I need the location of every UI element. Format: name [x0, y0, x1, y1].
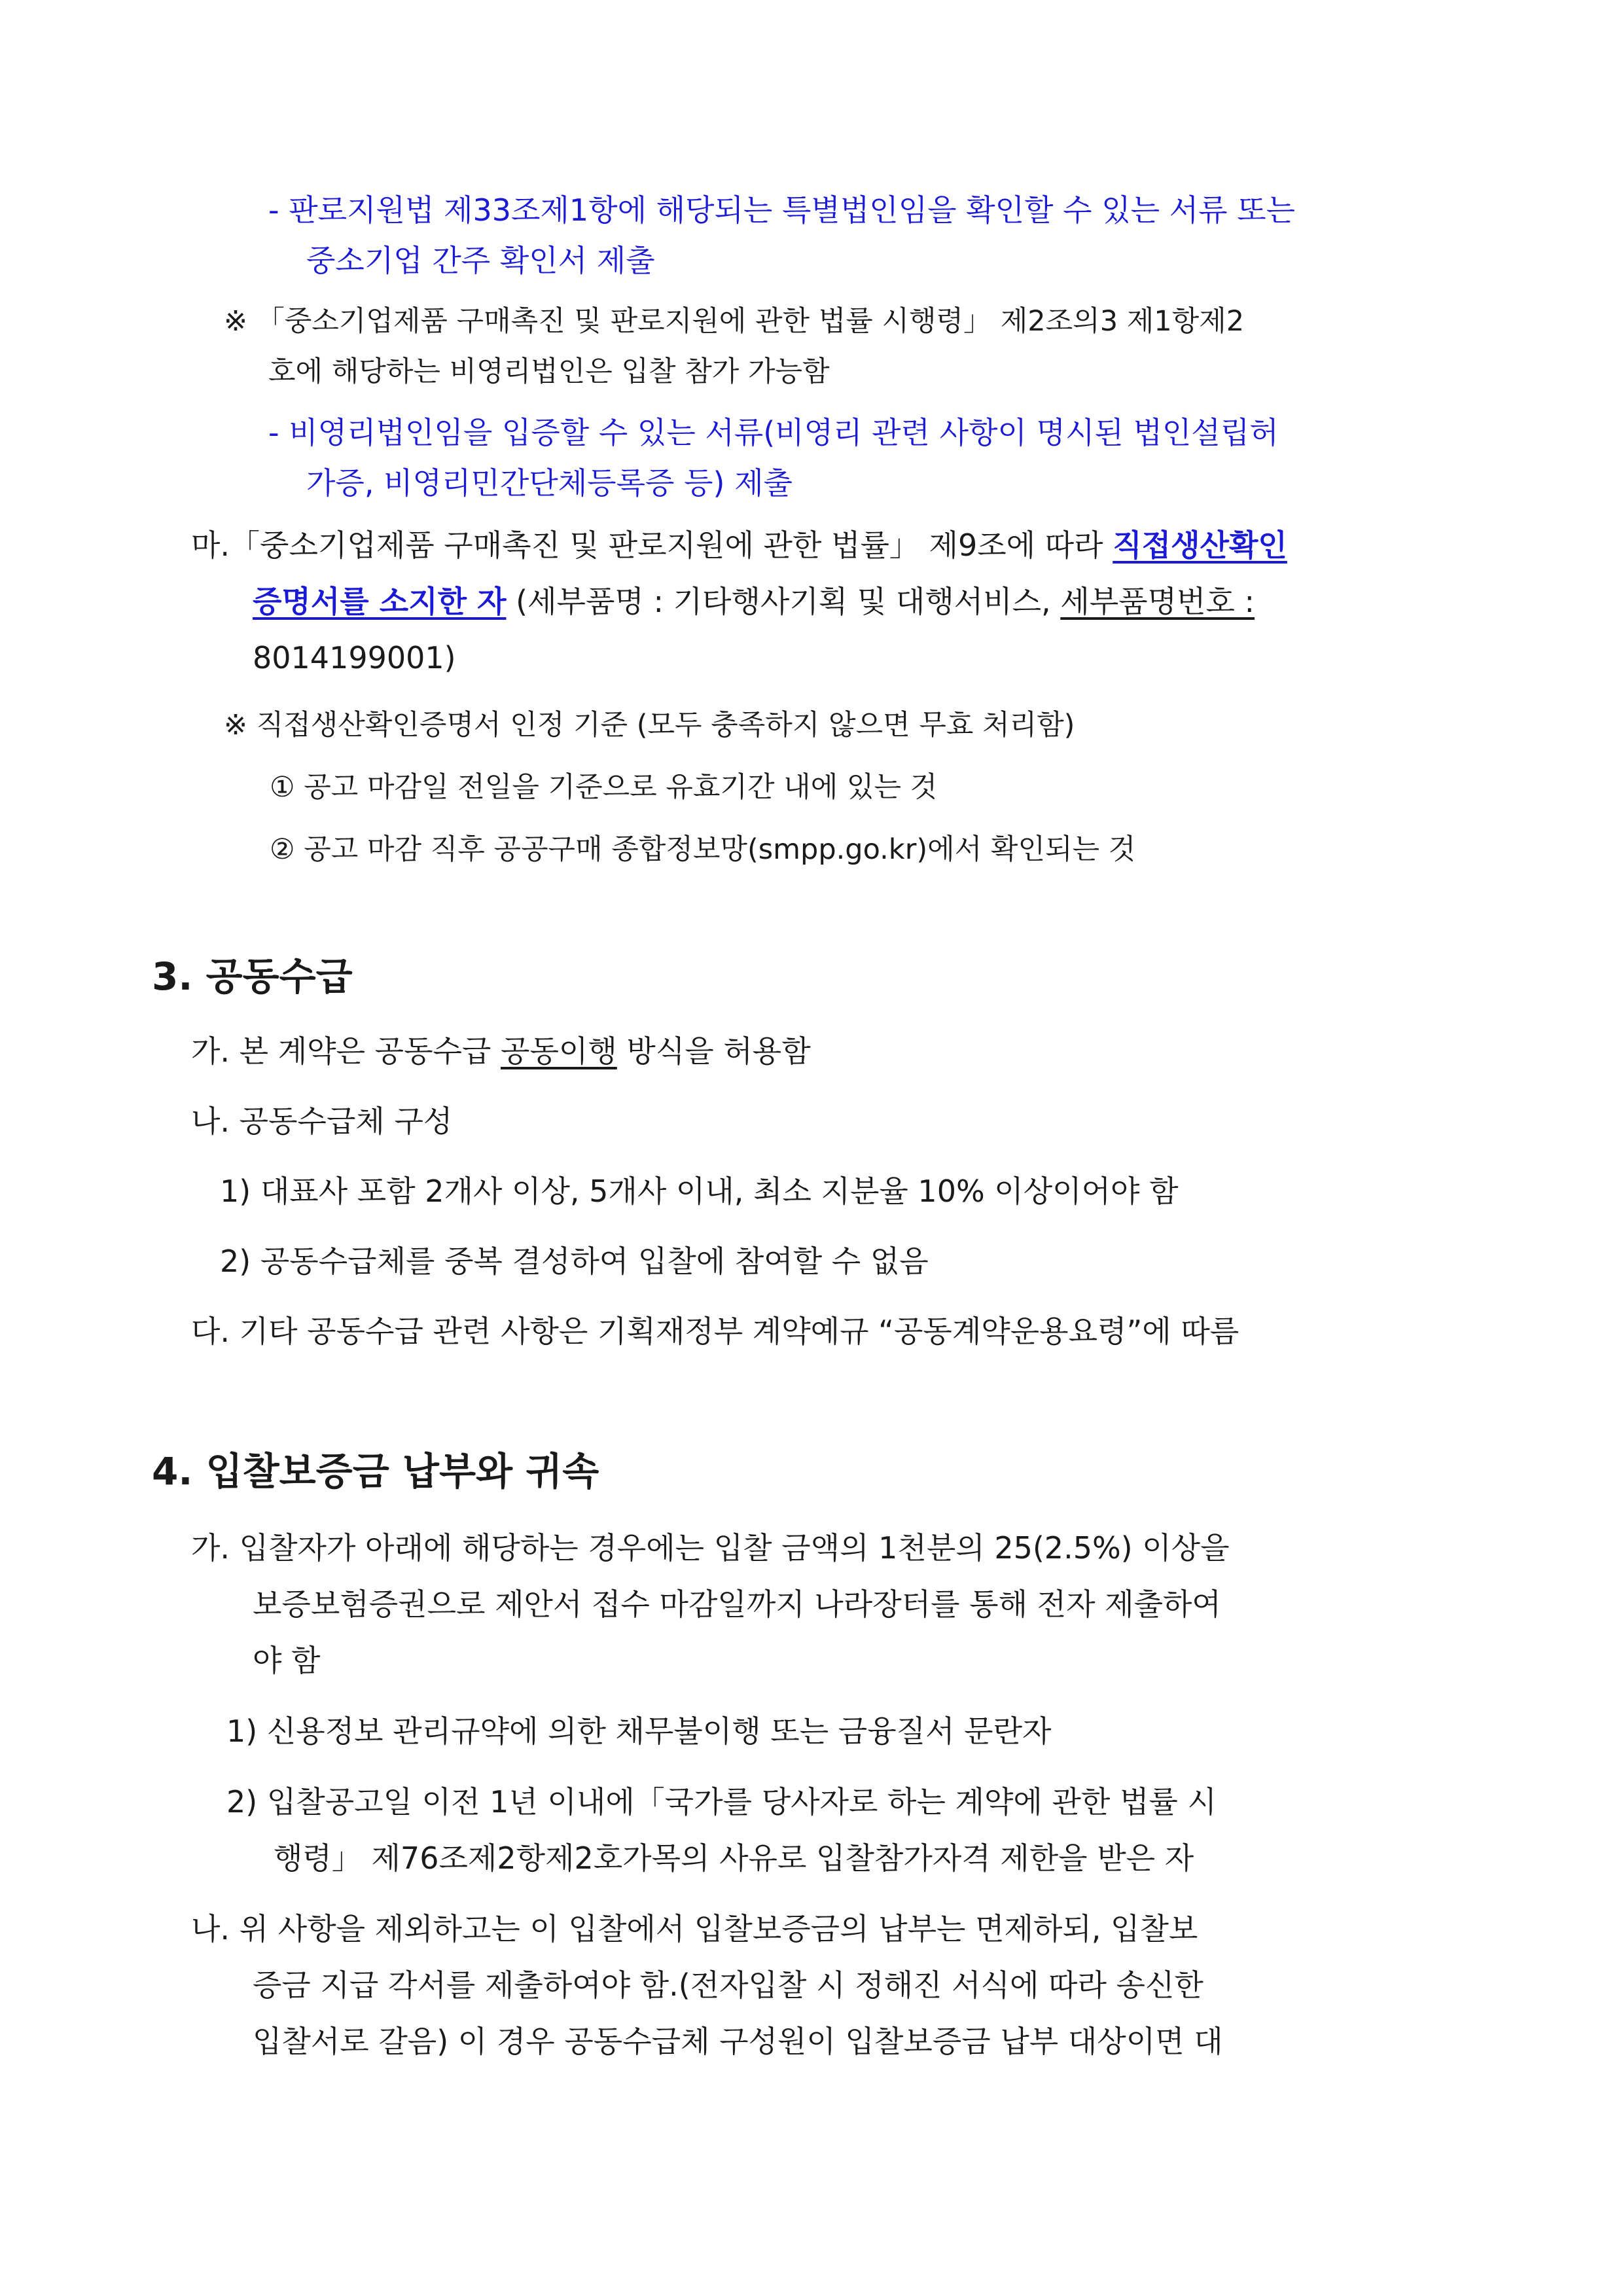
paragraph-text: 마.「중소기업제품 구매촉진 및 판로지원에 관한 법률」 제9조에 따라 — [191, 528, 1113, 563]
paragraph-continuation: 입찰서로 갈음) 이 경우 공동수급체 구성원이 입찰보증금 납부 대상이면 대 — [253, 2024, 1223, 2059]
criteria-item: ① 공고 마감일 전일을 기준으로 유효기간 내에 있는 것 — [270, 771, 938, 804]
numbered-item: 1) 대표사 포함 2개사 이상, 5개사 이내, 최소 지분율 10% 이상이어야 함 — [220, 1174, 1179, 1209]
numbered-item: 2) 입찰공고일 이전 1년 이내에「국가를 당사자로 하는 계약에 관한 법률 시 — [226, 1784, 1217, 1820]
paragraph-continuation: 8014199001) — [253, 640, 456, 675]
section-heading: 3. 공동수급 — [152, 954, 353, 999]
emphasis-text: 직접생산확인 — [1113, 528, 1287, 563]
list-item-text: - 판로지원법 제33조제1항에 해당되는 특별법인임을 확인할 수 있는 서류 또는 — [268, 192, 1296, 228]
note: ※ 「중소기업제품 구매촉진 및 판로지원에 관한 법률 시행령」 제2조의3 제1항제2 — [224, 305, 1245, 338]
numbered-item-continuation: 행령」 제76조제2항제2호가목의 사유로 입찰참가자격 제한을 받은 자 — [274, 1840, 1194, 1876]
underlined-text: 공동이행 — [501, 1033, 617, 1069]
paragraph-continuation: 야 함 — [253, 1643, 321, 1678]
criteria-item: ② 공고 마감 직후 공공구매 종합정보망(smpp.go.kr)에서 확인되는 것 — [270, 833, 1136, 866]
note-continuation: 호에 해당하는 비영리법인은 입찰 참가 가능함 — [268, 355, 830, 388]
paragraph-ma — [191, 524, 1287, 567]
section-heading: 4. 입찰보증금 납부와 귀속 — [152, 1449, 599, 1494]
paragraph-continuation: 보증보험증권으로 제안서 접수 마감일까지 나라장터를 통해 전자 제출하여 — [253, 1587, 1221, 1622]
paragraph-text: (세부품명 : 기타행사기획 및 대행서비스, — [506, 584, 1061, 619]
paragraph-na: 나. 공동수급체 구성 — [191, 1103, 453, 1139]
paragraph-text: 가. 본 계약은 공동수급 — [191, 1033, 501, 1069]
underlined-text: 세부품명번호 : — [1060, 584, 1255, 619]
list-item — [268, 188, 1466, 232]
list-item: - 비영리법인임을 입증할 수 있는 서류(비영리 관련 사항이 명시된 법인설립허 — [268, 415, 1279, 450]
paragraph-continuation: 증금 지급 각서를 제출하여야 함.(전자입찰 시 정해진 서식에 따라 송신한 — [253, 1967, 1204, 2003]
list-item-continuation: 중소기업 간주 확인서 제출 — [306, 243, 655, 278]
numbered-item: 2) 공동수급체를 중복 결성하여 입찰에 참여할 수 없음 — [220, 1244, 929, 1279]
paragraph-ga — [191, 1030, 811, 1073]
note: ※ 직접생산확인증명서 인정 기준 (모두 충족하지 않으면 무효 처리함) — [224, 709, 1075, 742]
paragraph-text: 방식을 허용함 — [616, 1033, 811, 1069]
paragraph-da: 다. 기타 공동수급 관련 사항은 기획재정부 계약예규 “공동계약운용요령”에 따름 — [191, 1314, 1240, 1349]
paragraph-continuation — [253, 580, 1255, 623]
paragraph-na: 나. 위 사항을 제외하고는 이 입찰에서 입찰보증금의 납부는 면제하되, 입찰보 — [191, 1911, 1198, 1946]
paragraph-ga: 가. 입찰자가 아래에 해당하는 경우에는 입찰 금액의 1천분의 25(2.5%) 이상을 — [191, 1530, 1230, 1566]
numbered-item: 1) 신용정보 관리규약에 의한 채무불이행 또는 금융질서 문란자 — [226, 1713, 1052, 1749]
emphasis-text: 증명서를 소지한 자 — [253, 584, 507, 619]
list-item-continuation: 가증, 비영리민간단체등록증 등) 제출 — [306, 465, 793, 501]
